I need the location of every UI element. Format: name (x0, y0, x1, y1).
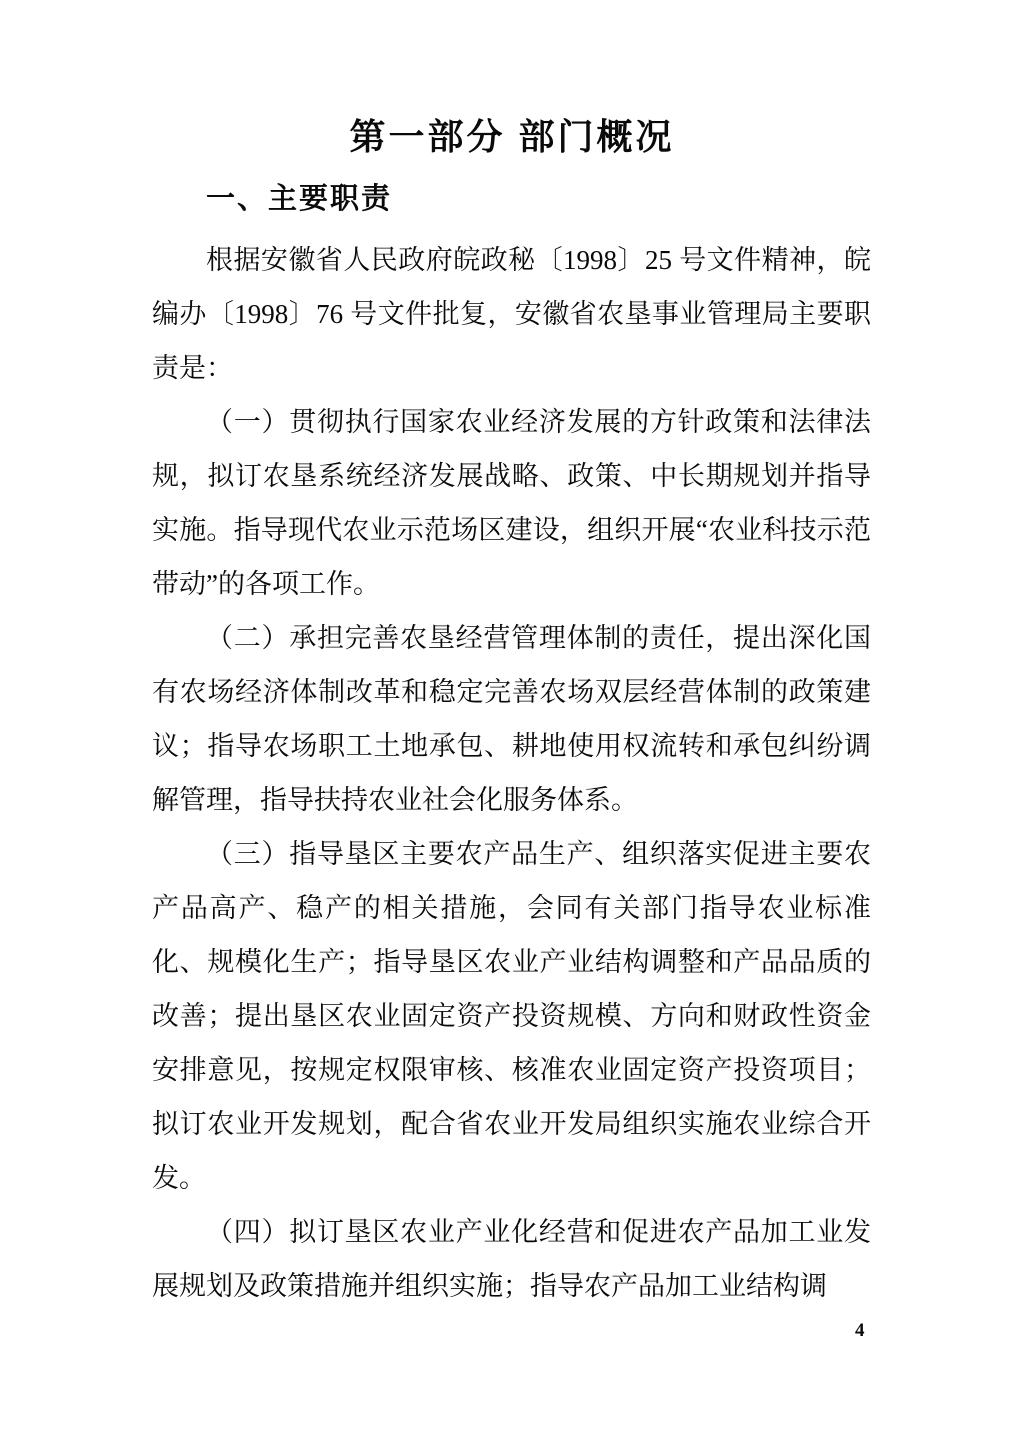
paragraph-item-3: （三）指导垦区主要农产品生产、组织落实促进主要农产品高产、稳产的相关措施，会同有关部门指导农业标准化、规模化生产；指导垦区农业产业结构调整和产品品质的改善；提出垦区农业固定资产投资规模、方向和财政性资金安排意见，按规定权限审核、核准农业固定资产投资项目；拟订农业开发规划，配合省农业开发局组织实施农业综合开发。 (152, 839, 871, 1193)
paragraph-intro: 根据安徽省人民政府皖政秘〔1998〕25 号文件精神，皖编办〔1998〕76 号文件批复，安徽省农垦事业管理局主要职责是： (152, 245, 871, 383)
document-body (152, 233, 871, 1313)
document-title: 第一部分 部门概况 (349, 116, 675, 157)
page-number: 4 (855, 1320, 865, 1341)
paragraph-item-1: （一）贯彻执行国家农业经济发展的方针政策和法律法规，拟订农垦系统经济发展战略、政策、中长期规划并指导实施。指导现代农业示范场区建设，组织开展“农业科技示范带动”的各项工作。 (152, 407, 871, 599)
paragraph-item-2: （二）承担完善农垦经营管理体制的责任，提出深化国有农场经济体制改革和稳定完善农场双层经营体制的政策建议；指导农场职工土地承包、耕地使用权流转和承包纠纷调解管理，指导扶持农业社会化服务体系。 (152, 623, 871, 815)
paragraph-item-4: （四）拟订垦区农业产业化经营和促进农产品加工业发展规划及政策措施并组织实施；指导农产品加工业结构调 (152, 1217, 871, 1301)
section-heading: 一、主要职责 (206, 183, 393, 215)
